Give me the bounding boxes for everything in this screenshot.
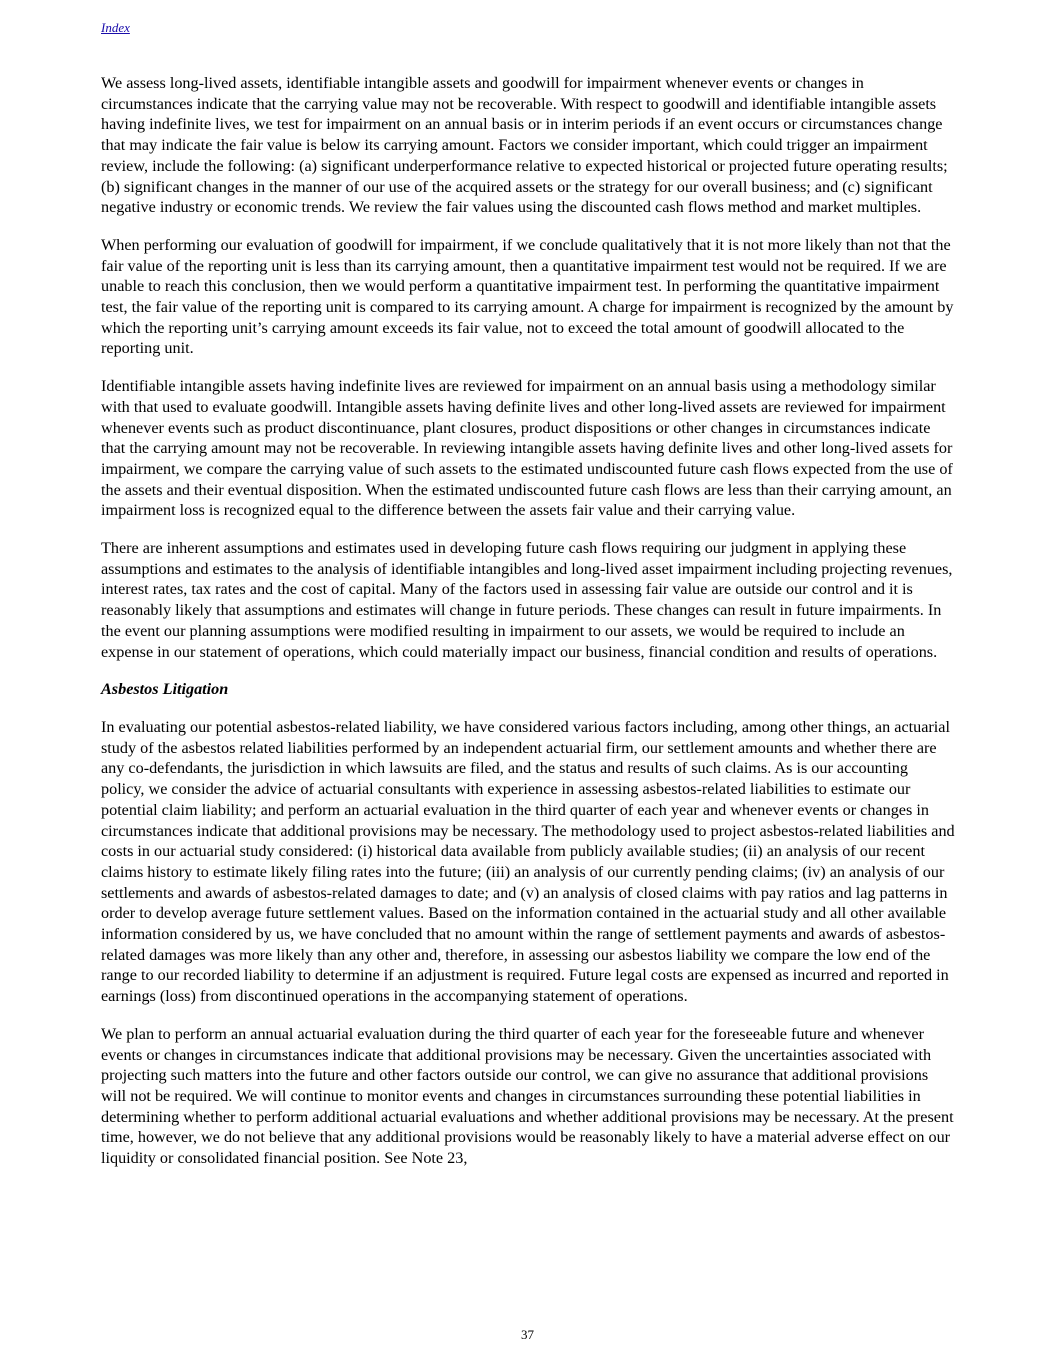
paragraph-intangible-assets: Identifiable intangible assets having indefinite lives are reviewed for impairment on an annual basis using a methodology similar with that used to evaluate goodwill. Intangible assets having definite lives and other long-lived assets are reviewed for impairment whenever events such as product discontinuance, plant closures, product dispositions or other changes in circumstances indicate that the carrying amount may not be recoverable. In reviewing intangible assets having definite lives and other long-lived assets for impairment, we compare the carrying value of such assets to the estimated undiscounted future cash flows expected from the use of the assets and their eventual disposition. When the estimated undiscounted future cash flows are less than their carrying amount, an impairment loss is recognized equal to the difference between the assets fair value and their carrying value. — [101, 377, 953, 520]
paragraph-assumptions-estimates: There are inherent assumptions and estimates used in developing future cash flows requiring our judgment in applying these assumptions and estimates to the analysis of identifiable intangibles and long-lived asset impairment including projecting revenues, interest rates, tax rates and the cost of capital. Many of the factors used in assessing fair value are outside our control and it is reasonably likely that assumptions and estimates will change in future periods. These changes can result in future impairments. In the event our planning assumptions were modified resulting in impairment to our assets, we would be required to include an expense in our statement of operations, which could materially impact our business, financial condition and results of operations. — [101, 539, 953, 661]
page-number: 37 — [521, 1327, 534, 1342]
paragraph-goodwill-evaluation: When performing our evaluation of goodwill for impairment, if we conclude qualitatively that it is not more likely than not that the fair value of the reporting unit is less than its carrying amount, then a quantitative impairment test would not be required. If we are unable to reach this conclusion, then we would perform a quantitative impairment test. In performing the quantitative impairment test, the fair value of the reporting unit is compared to its carrying amount. A charge for impairment is recognized by the amount by which the reporting unit’s carrying amount exceeds its fair value, not to exceed the total amount of goodwill allocated to the reporting unit. — [101, 235, 954, 358]
paragraph-asbestos-liability: In evaluating our potential asbestos-related liability, we have considered various factors including, among other things, an actuarial study of the asbestos related liabilities performed by an independent actuarial firm, our settlement amounts and whether there are any co-defendants, the jurisdiction in which lawsuits are filed, and the status and results of such claims. As is our accounting policy, we consider the advice of actuarial consultants with experience in assessing asbestos-related liabilities to estimate our potential claim liability; and perform an actuarial evaluation in the third quarter of each year and whenever events or changes in circumstances indicate that additional provisions may be necessary. The methodology used to project asbestos-related liabilities and costs in our actuarial study considered: (i) historical data available from publicly available studies; (ii) an analysis of our recent claims history to estimate likely filing rates into the future; (iii) an analysis of our currently pending claims; (iv) an analysis of our settlements and awards of asbestos-related damages to date; and (v) an analysis of closed claims with pay ratios and lag patterns in order to develop average future settlement values. Based on the information contained in the actuarial study and all other available information considered by us, we have concluded that no amount within the range of settlement payments and awards of asbestos-related damages was more likely than any other and, therefore, in assessing our asbestos liability we compare the low end of the range to our recorded liability to determine if an adjustment is required. Future legal costs are expensed as incurred and reported in earnings (loss) from discontinued operations in the accompanying statement of operations. — [101, 717, 955, 1006]
index-link[interactable]: Index — [101, 20, 130, 35]
paragraph-impairment-assessment: We assess long-lived assets, identifiable intangible assets and goodwill for impairment whenever events or changes in circumstances indicate that the carrying value may not be recoverable. With respect to goodwill and identifiable intangible assets having indefinite lives, we test for impairment on an annual basis or in interim periods if an event occurs or circumstances change that may indicate the fair value is below its carrying amount. Factors we consider important, which could trigger an impairment review, include the following: (a) significant underperformance relative to expected historical or projected future operating results; (b) significant changes in the manner of our use of the acquired assets or the strategy for our overall business; and (c) significant negative industry or economic trends. We review the fair values using the discounted cash flows method and market multiples. — [101, 74, 948, 217]
section-heading-asbestos: Asbestos Litigation — [101, 680, 229, 699]
paragraph-actuarial-evaluation: We plan to perform an annual actuarial evaluation during the third quarter of each year for the foreseeable future and whenever events or changes in circumstances indicate that additional provisions may be necessary. Given the uncertainties associated with projecting such matters into the future and other factors outside our control, we can give no assurance that additional provisions will not be required. We will continue to monitor events and changes in circumstances surrounding these potential liabilities in determining whether to perform additional actuarial evaluations and whether additional provisions may be necessary. At the present time, however, we do not believe that any additional provisions would be reasonably likely to have a material adverse effect on our liquidity or consolidated financial position. See Note 23, — [101, 1024, 954, 1168]
document-body — [101, 73, 955, 1186]
